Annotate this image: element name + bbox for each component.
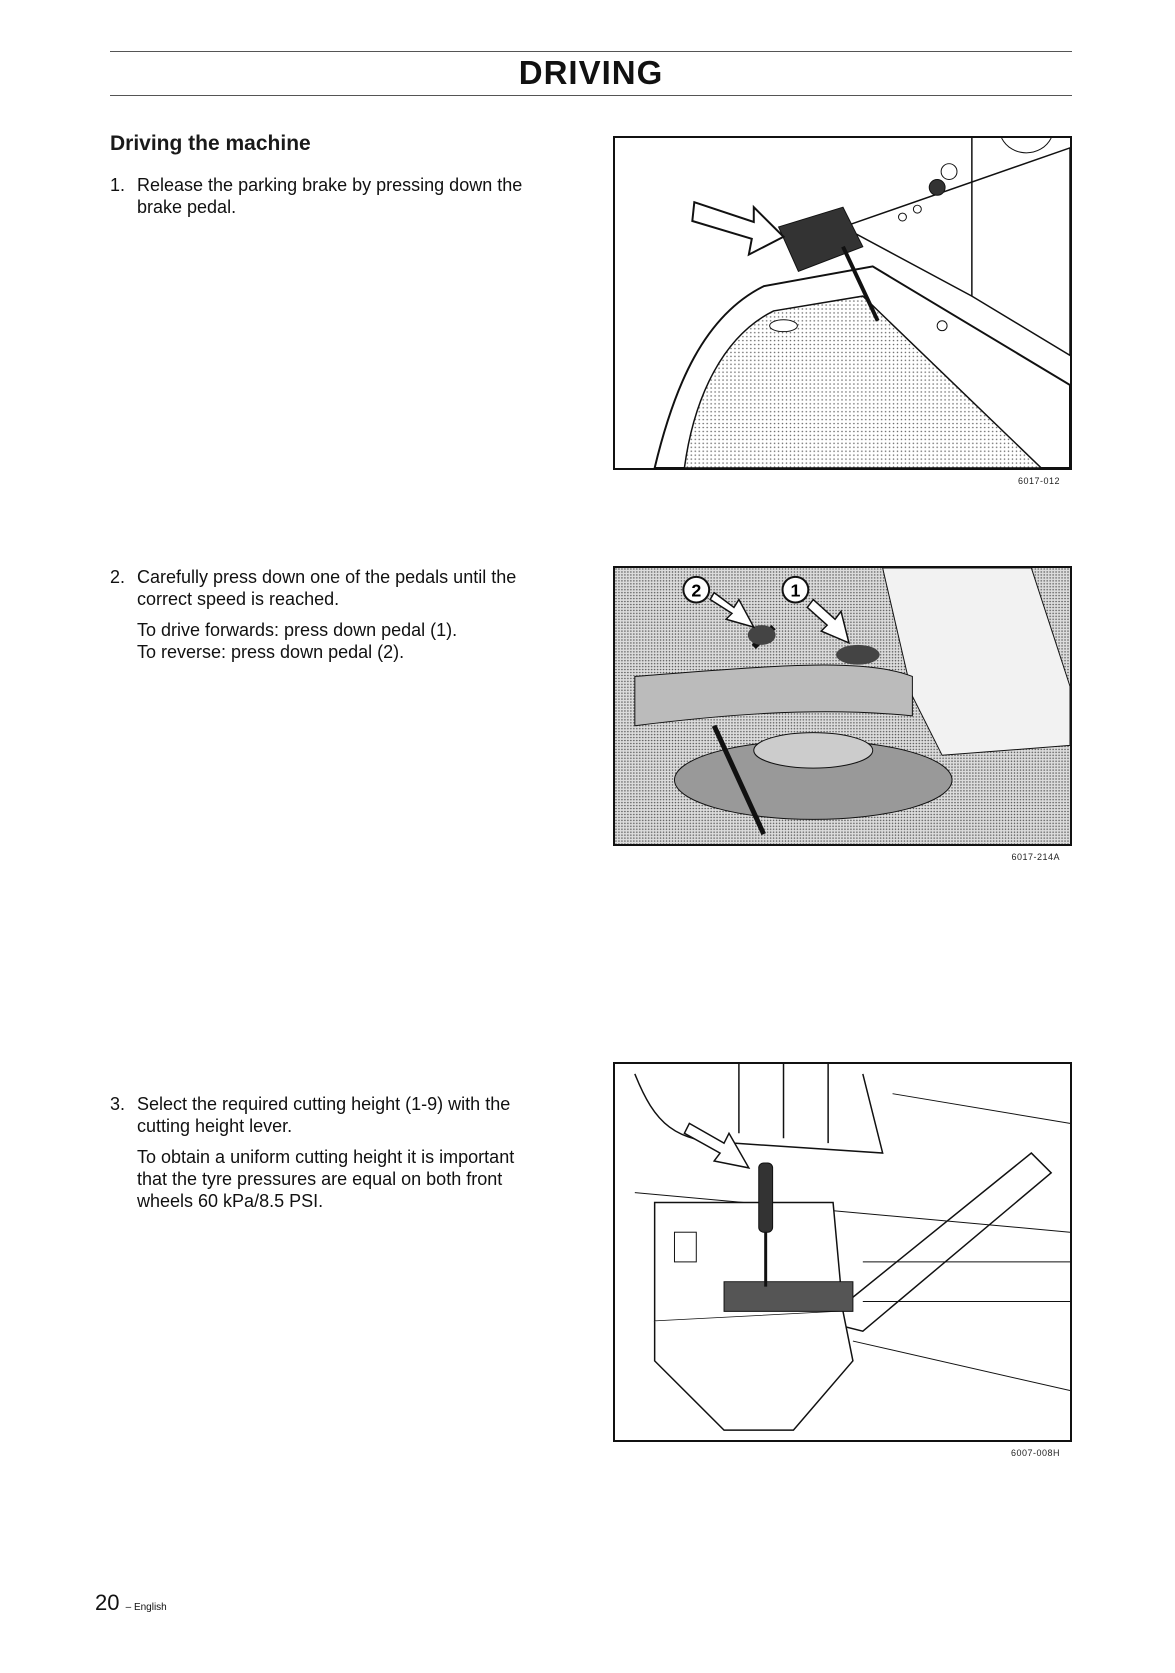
header-rule-bottom — [110, 95, 1072, 96]
step-3 — [110, 1093, 580, 1221]
drive-pedals-illustration — [613, 566, 1072, 846]
step-paragraph: To drive forwards: press down pedal (1). To reverse: press down pedal (2). — [137, 620, 458, 662]
page-footer — [95, 1590, 167, 1616]
drive-pedals-drawing — [615, 568, 1070, 844]
callout-1: 1 — [790, 580, 801, 601]
step-paragraph: Carefully press down one of the pedals until the correct speed is reached. — [137, 567, 517, 609]
footer-language: – English — [125, 1602, 167, 1613]
step-number: 1. — [110, 175, 126, 195]
page-title: DRIVING — [518, 54, 664, 91]
cutting-height-lever-drawing — [615, 1064, 1070, 1440]
brake-pedal-drawing — [615, 138, 1070, 468]
figure-code: 6017-214A — [1011, 852, 1060, 862]
figure-code: 6007-008H — [1010, 1448, 1060, 1458]
step-1 — [110, 174, 580, 227]
callout-2: 2 — [691, 580, 702, 601]
step-paragraph: Release the parking brake by pressing down the brake pedal. — [137, 175, 523, 217]
page-number: 20 — [95, 1590, 120, 1615]
step-2 — [110, 566, 580, 672]
step-paragraph: Select the required cutting height (1-9) with the cutting height lever. — [137, 1094, 511, 1136]
header-rule-top — [110, 51, 1072, 52]
figure-code: 6017-012 — [1017, 476, 1060, 486]
cutting-height-lever-illustration — [613, 1062, 1072, 1442]
step-number: 3. — [110, 1094, 126, 1114]
step-paragraph: To obtain a uniform cutting height it is important that the tyre pressures are equal on both front wheels 60 kPa/8.5 PSI. — [137, 1147, 515, 1211]
step-number: 2. — [110, 567, 126, 587]
section-heading: Driving the machine — [110, 132, 311, 155]
brake-pedal-illustration — [613, 136, 1072, 470]
